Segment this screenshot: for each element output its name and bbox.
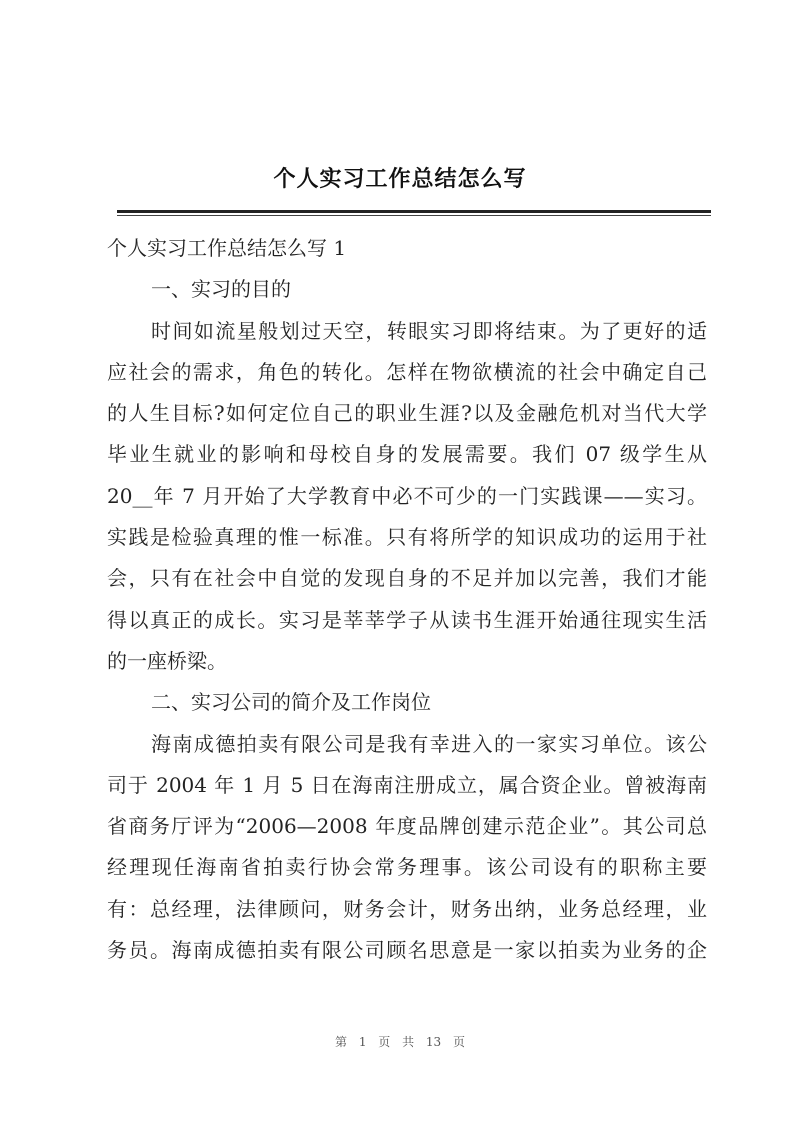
paragraph-line: 省商务厅评为“2006—2008 年度品牌创建示范企业”。其公司总 bbox=[107, 814, 707, 839]
paragraph-line: 时间如流星般划过天空，转眼实习即将结束。为了更好的适 bbox=[151, 318, 707, 343]
page-number-footer: 第 1 页 共 13 页 bbox=[335, 1035, 465, 1049]
paragraph-line: 会，只有在社会中自觉的发现自身的不足并加以完善，我们才能 bbox=[107, 566, 707, 591]
paragraph-line: 得以真正的成长。实习是莘莘学子从读书生涯开始通往现实生活 bbox=[107, 607, 707, 632]
paragraph-line: 司于 2004 年 1 月 5 日在海南注册成立，属合资企业。曾被海南 bbox=[107, 772, 707, 797]
section-heading: 个人实习工作总结怎么写 1 bbox=[107, 236, 347, 260]
paragraph-line: 毕业生就业的影响和母校自身的发展需要。我们 07 级学生从 bbox=[107, 442, 707, 467]
subsection-heading: 二、实习公司的简介及工作岗位 bbox=[151, 690, 431, 715]
title-divider-thin bbox=[117, 215, 711, 216]
paragraph-line: 务员。海南成德拍卖有限公司顾名思意是一家以拍卖为业务的企 bbox=[107, 938, 707, 963]
paragraph-line: 有：总经理，法律顾问，财务会计，财务出纳，业务总经理，业 bbox=[107, 896, 707, 921]
paragraph-line: 实践是检验真理的惟一标准。只有将所学的知识成功的运用于社 bbox=[107, 525, 707, 550]
paragraph-line: 海南成德拍卖有限公司是我有幸进入的一家实习单位。该公 bbox=[151, 731, 707, 756]
subsection-heading: 一、实习的目的 bbox=[151, 277, 291, 302]
document-body bbox=[107, 228, 707, 971]
paragraph-line: 应社会的需求，角色的转化。怎样在物欲横流的社会中确定自己 bbox=[107, 359, 707, 384]
paragraph-line: 的一座桥梁。 bbox=[107, 648, 227, 673]
paragraph-line: 20__年 7 月开始了大学教育中必不可少的一门实践课——实习。 bbox=[107, 483, 707, 508]
title-divider-thick bbox=[117, 210, 711, 213]
paragraph-line: 的人生目标?如何定位自己的职业生涯?以及金融危机对当代大学 bbox=[107, 401, 707, 426]
document-title: 个人实习工作总结怎么写 bbox=[273, 167, 527, 192]
paragraph-line: 经理现任海南省拍卖行协会常务理事。该公司设有的职称主要 bbox=[107, 855, 707, 880]
